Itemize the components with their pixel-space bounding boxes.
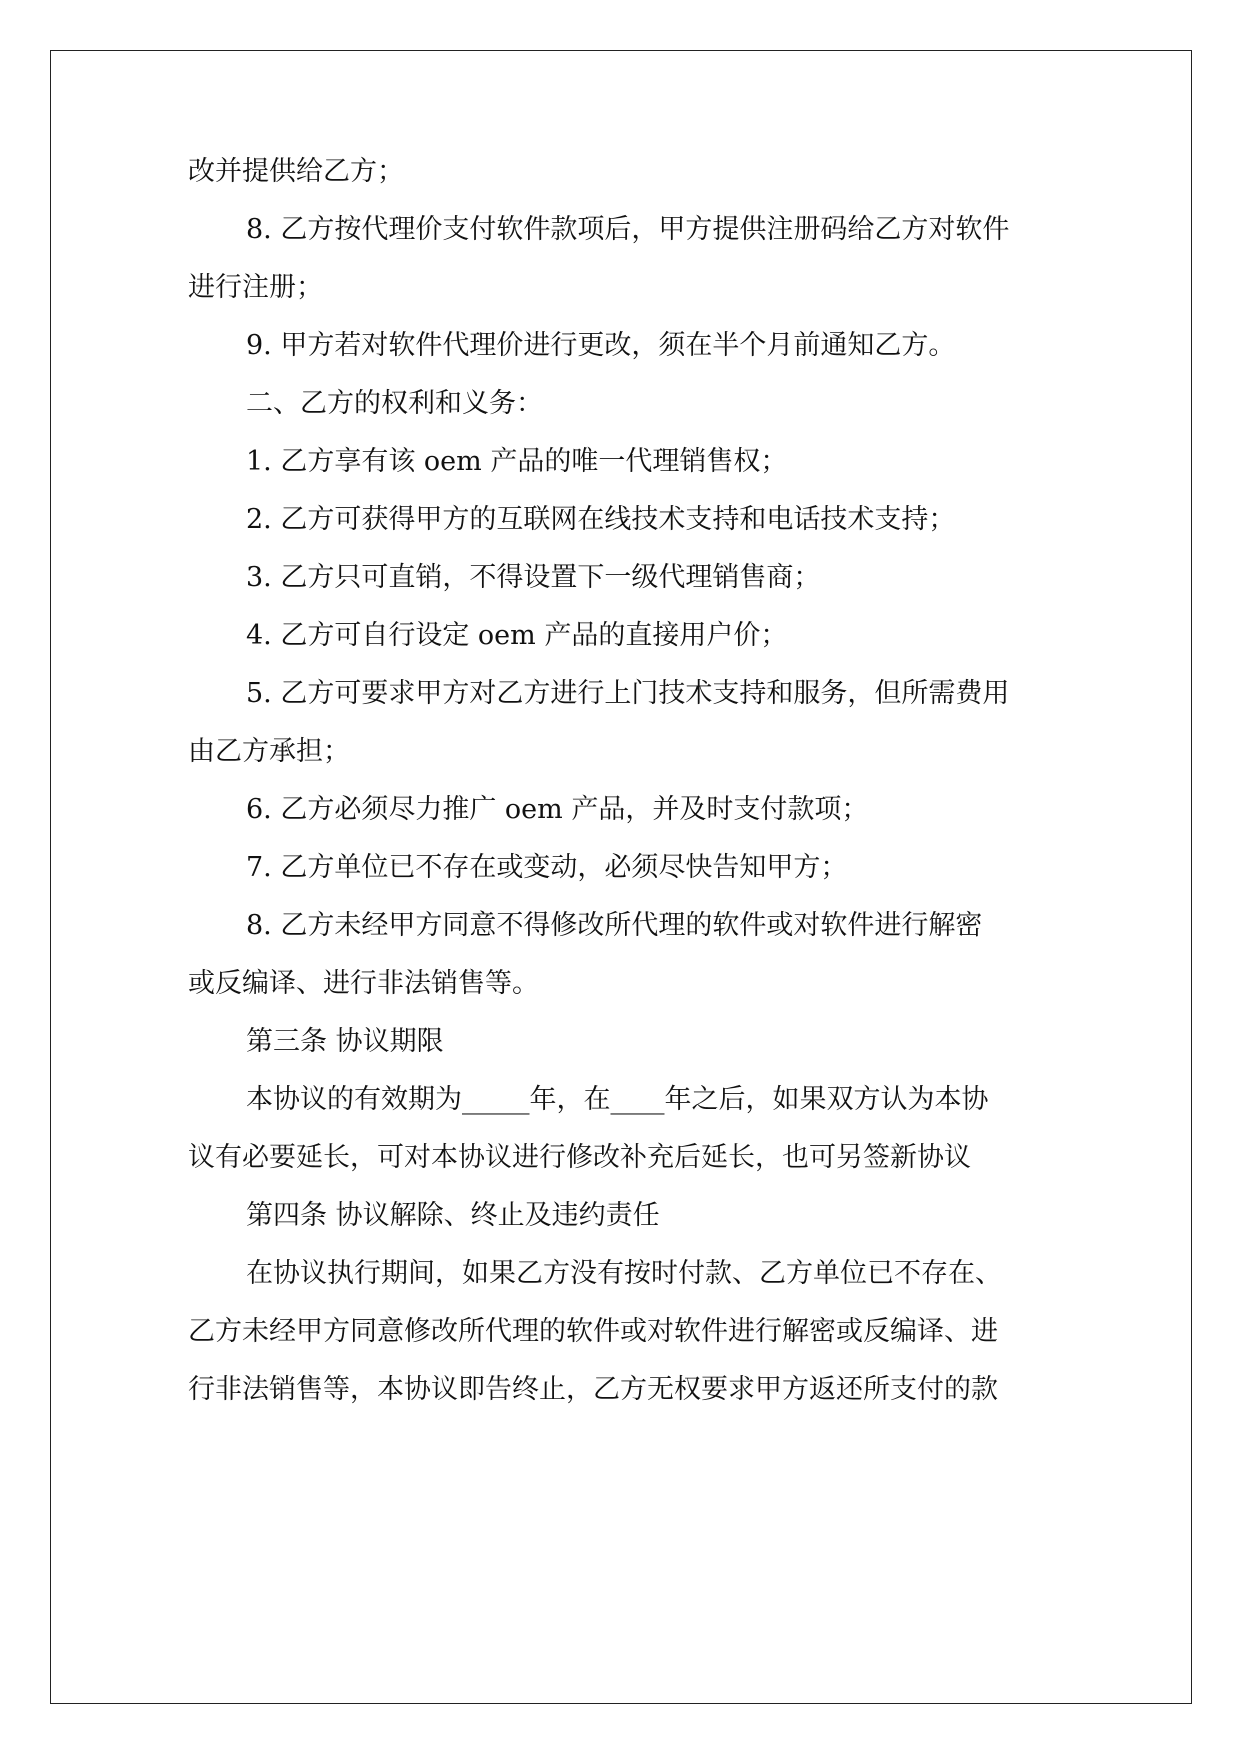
text-line: 3. 乙方只可直销，不得设置下一级代理销售商； [246, 562, 821, 593]
text-line: 或反编译、进行非法销售等。 [188, 968, 539, 999]
text-line: 议有必要延长，可对本协议进行修改补充后延长，也可另签新协议 [188, 1142, 971, 1173]
text-line: 8. 乙方未经甲方同意不得修改所代理的软件或对软件进行解密 [246, 910, 983, 941]
text-line: 8. 乙方按代理价支付软件款项后，甲方提供注册码给乙方对软件 [246, 214, 1010, 245]
text-line: 9. 甲方若对软件代理价进行更改，须在半个月前通知乙方。 [246, 330, 956, 361]
text-line: 在协议执行期间，如果乙方没有按时付款、乙方单位已不存在、 [246, 1258, 1002, 1289]
text-line: 5. 乙方可要求甲方对乙方进行上门技术支持和服务，但所需费用 [246, 678, 1010, 709]
article-heading: 第四条 协议解除、终止及违约责任 [246, 1200, 660, 1231]
text-line: 行非法销售等，本协议即告终止，乙方无权要求甲方返还所支付的款 [188, 1374, 998, 1405]
text-line: 1. 乙方享有该 oem 产品的唯一代理销售权； [246, 446, 788, 477]
text-line: 本协议的有效期为_____年，在____年之后，如果双方认为本协 [246, 1084, 989, 1115]
text-line: 由乙方承担； [188, 736, 350, 767]
text-line: 改并提供给乙方； [188, 156, 404, 187]
section-heading: 二、乙方的权利和义务： [246, 388, 543, 419]
article-heading: 第三条 协议期限 [246, 1026, 444, 1057]
text-line: 7. 乙方单位已不存在或变动，必须尽快告知甲方； [246, 852, 848, 883]
text-line: 2. 乙方可获得甲方的互联网在线技术支持和电话技术支持； [246, 504, 956, 535]
text-line: 4. 乙方可自行设定 oem 产品的直接用户价； [246, 620, 788, 651]
text-line: 6. 乙方必须尽力推广 oem 产品，并及时支付款项； [246, 794, 869, 825]
text-line: 乙方未经甲方同意修改所代理的软件或对软件进行解密或反编译、进 [188, 1316, 998, 1347]
text-line: 进行注册； [188, 272, 323, 303]
